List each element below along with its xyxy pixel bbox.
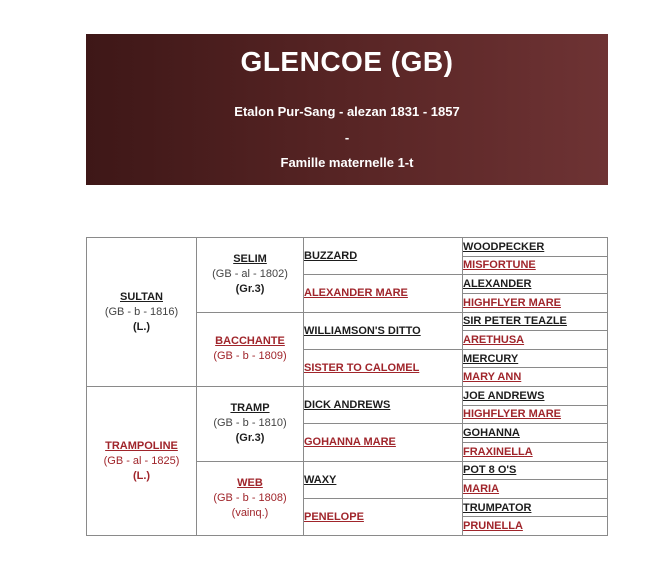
gen4-name[interactable]: HIGHFLYER MARE (463, 408, 561, 421)
sire-dam-info: (GB - b - 1809) (213, 350, 287, 363)
dam-name[interactable]: TRAMPOLINE (105, 439, 178, 452)
gen4-cell (463, 368, 608, 387)
gen4-name[interactable]: GOHANNA (463, 427, 520, 440)
dam-dam-cell (197, 461, 304, 536)
sire-dam-name[interactable]: BACCHANTE (215, 335, 285, 348)
gen3-name[interactable]: DICK ANDREWS (304, 399, 391, 412)
dam-sire-info: (GB - b - 1810) (213, 417, 287, 430)
gen4-cell (463, 517, 608, 536)
dam-dam-info: (GB - b - 1808) (213, 491, 287, 504)
dam-sire-name[interactable]: TRAMP (230, 402, 270, 415)
dam-dam-name[interactable]: WEB (237, 476, 263, 489)
dam-dam-note: (vainq.) (231, 506, 269, 519)
maternal-family: Famille maternelle 1-t (280, 155, 414, 170)
gen3-name[interactable]: WILLIAMSON'S DITTO (304, 324, 421, 337)
sire-cell (87, 238, 197, 387)
sire-note: (L.) (132, 320, 151, 333)
gen3-cell (304, 498, 463, 535)
gen4-cell (463, 331, 608, 350)
gen3-name[interactable]: GOHANNA MARE (304, 436, 396, 449)
gen3-name[interactable]: WAXY (304, 473, 337, 486)
gen4-name[interactable]: WOODPECKER (463, 240, 545, 253)
gen4-name[interactable]: POT 8 O'S (463, 464, 517, 477)
gen3-cell (304, 461, 463, 498)
horse-name-title: GLENCOE (GB) (240, 46, 454, 77)
gen4-name[interactable]: ARETHUSA (463, 333, 525, 346)
dam-sire-note: (Gr.3) (235, 432, 265, 445)
gen4-cell (463, 480, 608, 499)
pedigree-table (86, 237, 608, 536)
gen4-name[interactable]: JOE ANDREWS (463, 389, 545, 402)
sire-dam-cell (197, 312, 304, 387)
gen3-cell (304, 312, 463, 349)
gen4-cell (463, 424, 608, 443)
sire-name[interactable]: SULTAN (120, 290, 163, 303)
sire-sire-cell (197, 238, 304, 313)
gen4-cell (463, 293, 608, 312)
gen3-name[interactable]: BUZZARD (304, 250, 358, 263)
gen3-cell (304, 424, 463, 461)
gen3-cell (304, 275, 463, 312)
dam-note: (L.) (132, 469, 151, 482)
gen4-cell (463, 349, 608, 368)
gen4-name[interactable]: MERCURY (463, 352, 519, 365)
gen4-cell (463, 442, 608, 461)
gen4-cell (463, 498, 608, 517)
gen3-cell (304, 387, 463, 424)
gen4-name[interactable]: TRUMPATOR (463, 501, 532, 514)
dam-info: (GB - al - 1825) (103, 454, 180, 467)
gen4-name[interactable]: MARY ANN (463, 371, 522, 384)
gen4-name[interactable]: HIGHFLYER MARE (463, 296, 561, 309)
gen4-cell (463, 238, 608, 257)
dam-cell (87, 387, 197, 536)
gen3-name[interactable]: SISTER TO CALOMEL (304, 361, 420, 374)
gen3-cell (304, 238, 463, 275)
dam-sire-cell (197, 387, 304, 462)
sire-sire-note: (Gr.3) (235, 283, 265, 296)
header-separator: - (344, 130, 350, 145)
gen4-cell (463, 405, 608, 424)
gen4-name[interactable]: PRUNELLA (463, 520, 523, 533)
gen4-cell (463, 387, 608, 406)
gen4-cell (463, 312, 608, 331)
gen4-cell (463, 461, 608, 480)
gen4-name[interactable]: FRAXINELLA (463, 445, 533, 458)
gen3-cell (304, 349, 463, 386)
sire-sire-info: (GB - al - 1802) (212, 268, 288, 281)
gen4-cell (463, 256, 608, 275)
gen4-name[interactable]: MISFORTUNE (463, 259, 536, 272)
sire-sire-name[interactable]: SELIM (233, 253, 267, 266)
gen4-name[interactable]: SIR PETER TEAZLE (463, 315, 567, 328)
gen3-name[interactable]: ALEXANDER MARE (304, 287, 408, 300)
horse-description: Etalon Pur-Sang - alezan 1831 - 1857 (234, 104, 460, 119)
header-banner (86, 34, 608, 185)
gen4-name[interactable]: ALEXANDER (463, 278, 532, 291)
gen4-name[interactable]: MARIA (463, 482, 500, 495)
sire-info: (GB - b - 1816) (104, 305, 179, 318)
gen3-name[interactable]: PENELOPE (304, 510, 364, 523)
gen4-cell (463, 275, 608, 294)
